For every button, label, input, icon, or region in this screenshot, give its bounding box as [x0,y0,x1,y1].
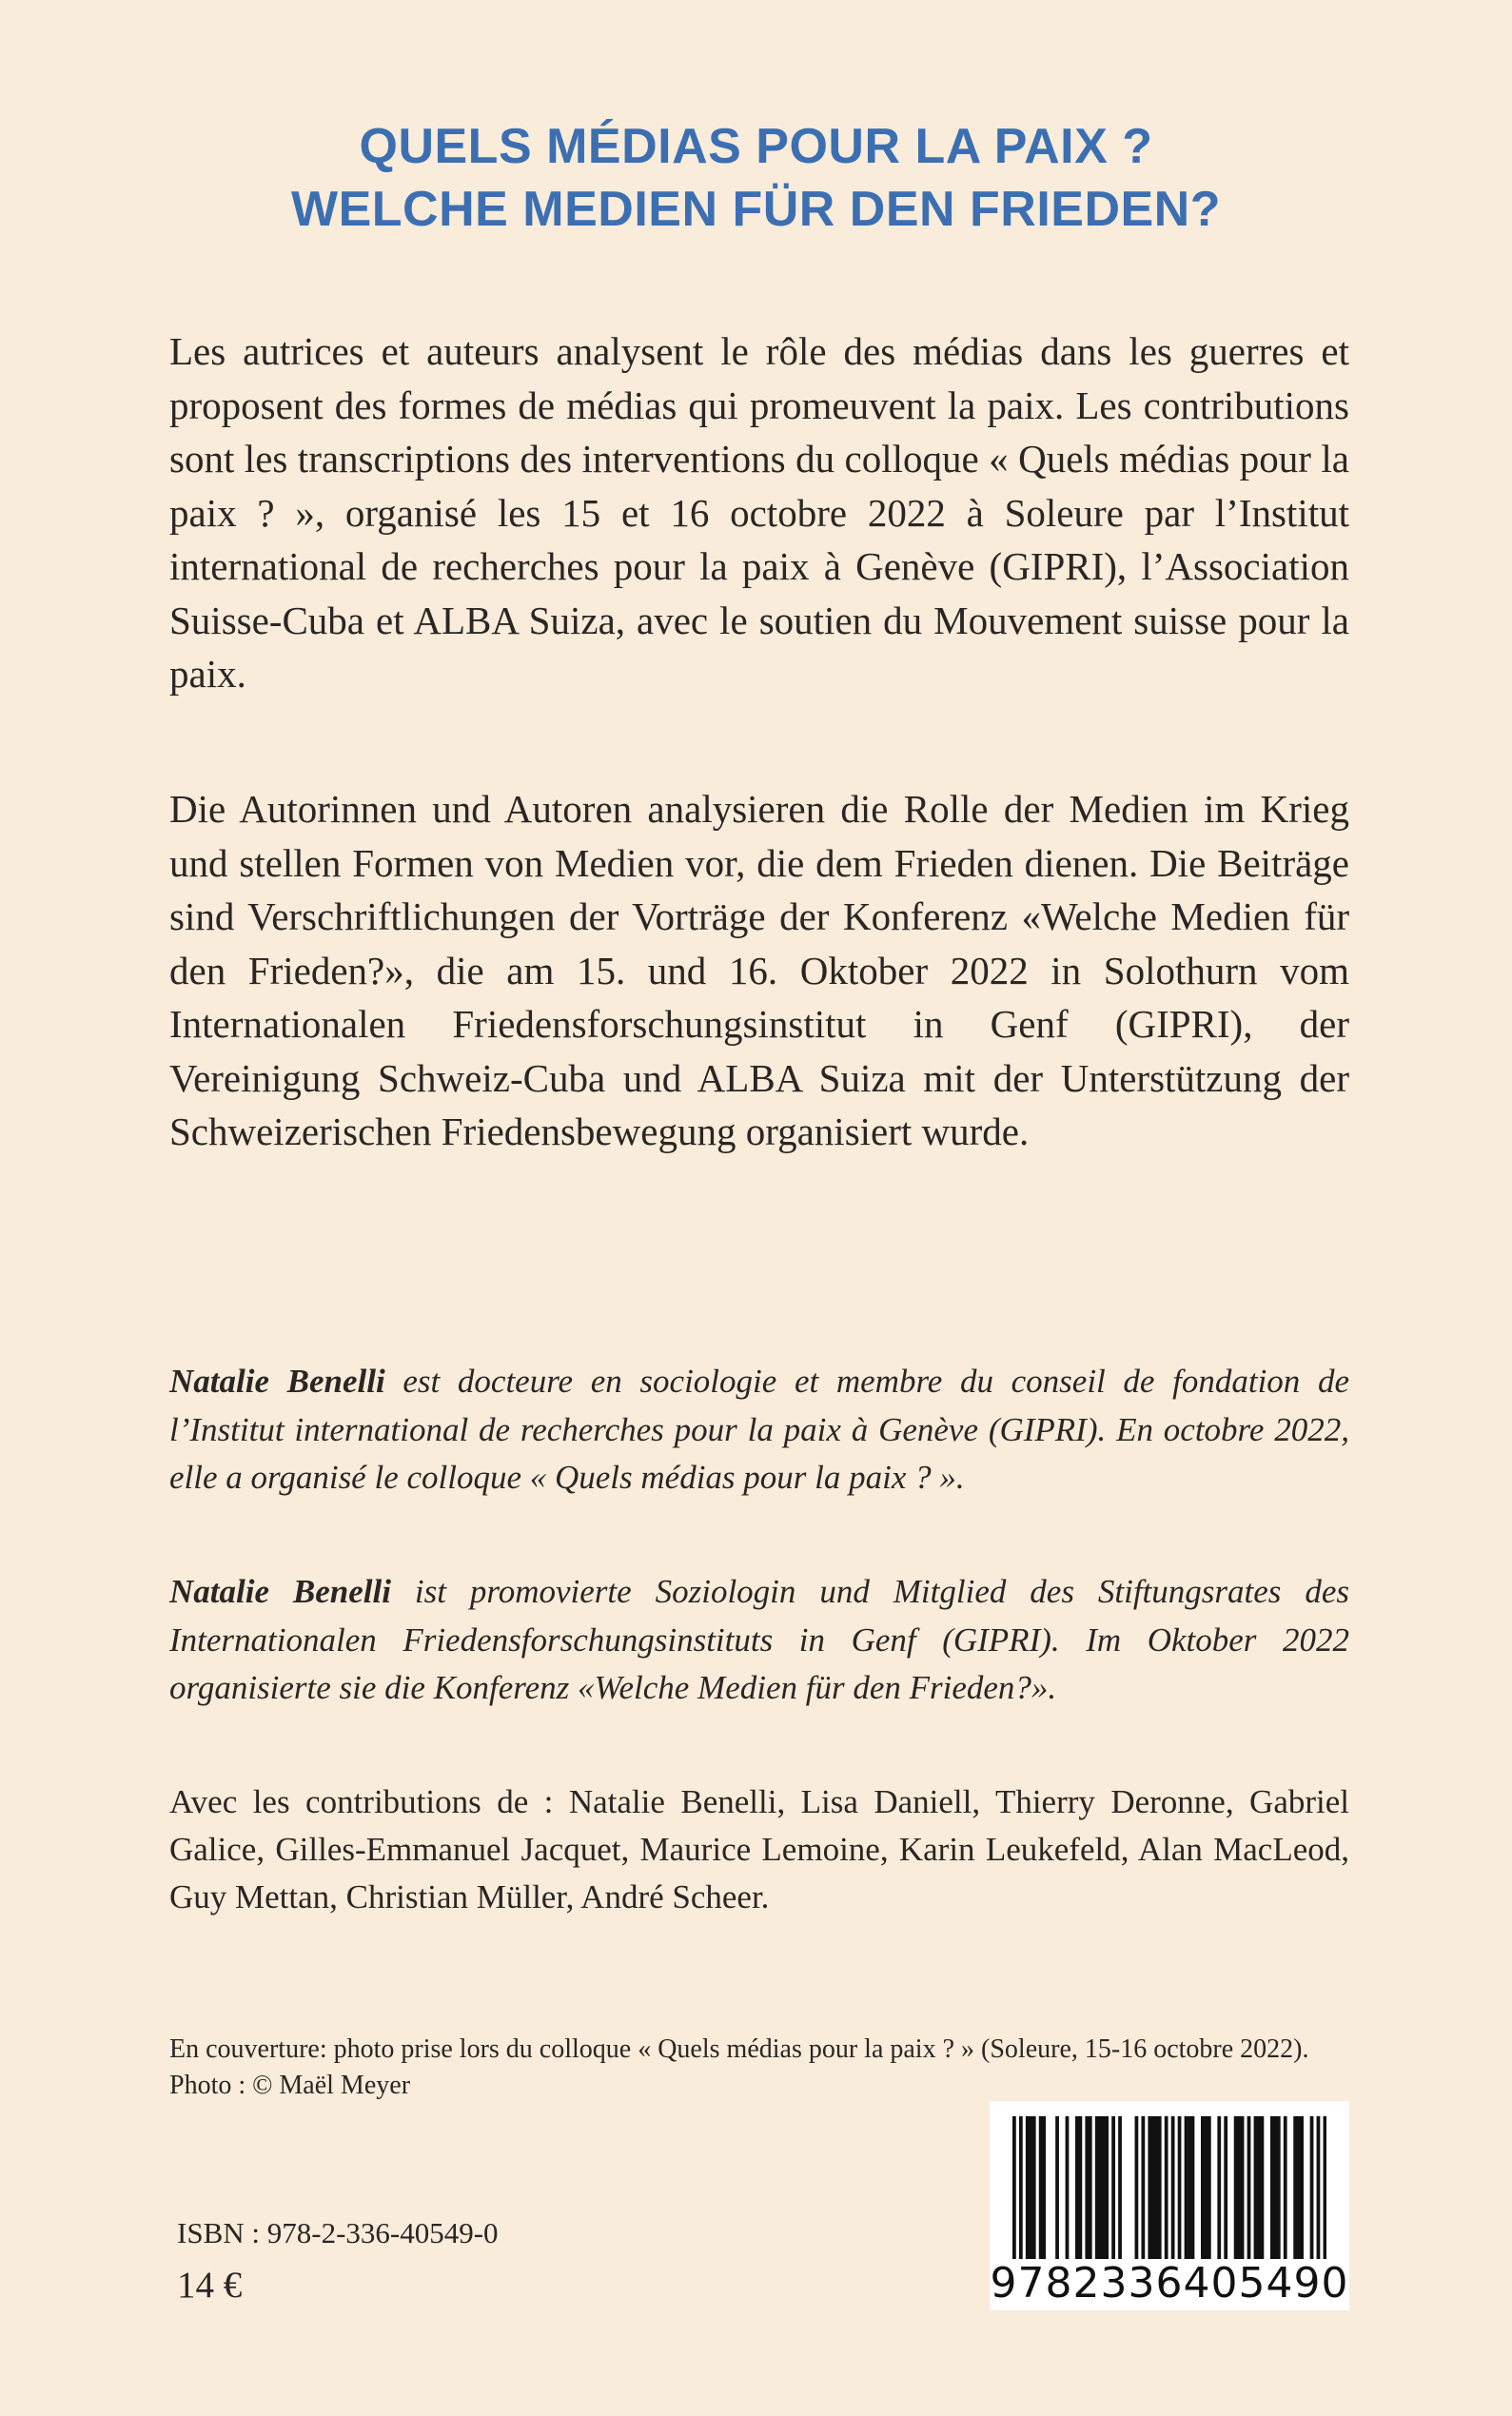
barcode-bar [1237,2116,1241,2259]
barcode-bar [1273,2116,1277,2259]
barcode-bar [1055,2116,1059,2259]
barcode-bar [1148,2116,1151,2259]
barcode-bar [1154,2116,1158,2259]
barcode-bar [1151,2116,1155,2259]
barcode-bar [1293,2116,1297,2259]
barcode-bar [1098,2116,1102,2259]
cover-credit: En couverture: photo prise lors du colloque « Quels médias pour la paix ? » (Soleure, 15-16 octobre 2022). Photo : © Maël Meyer [169,2034,1309,2100]
barcode-bar [1095,2116,1099,2259]
barcode-bar [1300,2116,1304,2259]
barcode-bar [1141,2116,1145,2259]
barcode-bar [1297,2116,1301,2259]
barcode-bar [1165,2116,1168,2259]
barcode-bar [1241,2116,1245,2259]
barcode-bar [1185,2116,1188,2259]
barcode-bar [1310,2116,1314,2259]
barcode-bar [1026,2116,1030,2259]
barcode-bar [1012,2116,1016,2259]
barcode-bar [1118,2116,1122,2259]
barcode-bar [1105,2116,1109,2259]
barcode-bar [1270,2116,1274,2259]
price: 14 € [177,2265,243,2306]
barcode-bar [1042,2116,1046,2259]
barcode-bar [1078,2116,1082,2259]
barcode-bar [1039,2116,1043,2259]
barcode-bar [1188,2116,1191,2259]
barcode-bar [1204,2116,1208,2259]
barcode-bar [1066,2116,1070,2259]
title-german: WELCHE MEDIEN FÜR DEN FRIEDEN? [291,182,1221,237]
barcode-bars [1012,2116,1326,2259]
description-german: Die Autorinnen und Autoren analysieren die Rolle der Medien im Krieg und stellen Formen von Medien vor, die dem Frieden dienen. Die Beiträge sind Verschriftlichungen der Vorträge der Konferenz «Welche Medien für den Frieden?», die am 15. und 16. Oktober 2022 in Solothurn vom Internationalen Friedensforschungsinstitut in Genf (GIPRI), der Vereinigung Schweiz-Cuba und ALBA Suiza mit der Unterstützung der Schweizerischen Friedensbewegung organisiert wurde. [169,787,1349,1153]
barcode-bar [1102,2116,1106,2259]
barcode-bar [1277,2116,1281,2259]
barcode-bar [1224,2116,1227,2259]
barcode-bar [1247,2116,1251,2259]
barcode [990,2101,1349,2310]
barcode-bar [1254,2116,1258,2259]
description-french: Les autrices et auteurs analysent le rôle des médias dans les guerres et proposent des formes de médias qui promeuvent la paix. Les contributions sont les transcriptions des interventions du colloque « Quels médias pour la paix ? », organisé les 15 et 16 octobre 2022 à Soleure par l’Institut international de recherches pour la paix à Genève (GIPRI), l’Association Suisse-Cuba et ALBA Suiza, avec le soutien du Mouvement suisse pour la paix. [169,329,1349,696]
title-french: QUELS MÉDIAS POUR LA PAIX ? [359,119,1153,174]
author-bio-french [169,1358,1349,1503]
barcode-number: 9782336405490 [990,2259,1349,2308]
barcode-bar [1284,2116,1287,2259]
contributors-list: Avec les contributions de : Natalie Benelli, Lisa Daniell, Thierry Deronne, Gabriel Galice, Gilles-Emmanuel Jacquet, Maurice Lemoine, Karin Leukefeld, Alan MacLeod, Guy Mettan, Christian Müller, André Scheer. [169,1783,1349,1915]
barcode-bar [1085,2116,1089,2259]
barcode-bar [1171,2116,1175,2259]
author-name: Natalie Benelli [169,1363,385,1400]
barcode-bar [1257,2116,1261,2259]
barcode-bar [1217,2116,1221,2259]
barcode-bar [1261,2116,1265,2259]
barcode-bar [1135,2116,1139,2259]
barcode-bar [1234,2116,1238,2259]
author-name: Natalie Benelli [169,1573,391,1610]
barcode-bar [1075,2116,1079,2259]
barcode-bar [1317,2116,1321,2259]
barcode-bar [1111,2116,1115,2259]
barcode-bar [1032,2116,1036,2259]
barcode-bar [1178,2116,1182,2259]
barcode-bar [1089,2116,1092,2259]
barcode-bar [1019,2116,1023,2259]
isbn: ISBN : 978-2-336-40549-0 [177,2216,499,2249]
author-bio-german-text: ist promovierte Soziologin und Mitglied des Stiftungsrates des Internationalen Friedensforschungsinstituts in Genf (GIPRI). Im Oktober 2022 organisierte sie die Konferenz «Welche Medien für den Frieden?». [169,1573,1349,1706]
barcode-bar [1201,2116,1205,2259]
barcode-bar [1208,2116,1211,2259]
author-bio-french-text: est docteure en sociologie et membre du conseil de fondation de l’Institut international de recherches pour la paix à Genève (GIPRI). En octobre 2022, elle a organisé le colloque « Quels médias pour la paix ? ». [169,1363,1349,1496]
author-bio-german [169,1568,1349,1713]
barcode-bar [1191,2116,1195,2259]
barcode-bar [1158,2116,1162,2259]
barcode-bar [1324,2116,1326,2259]
barcode-bar [1029,2116,1032,2259]
